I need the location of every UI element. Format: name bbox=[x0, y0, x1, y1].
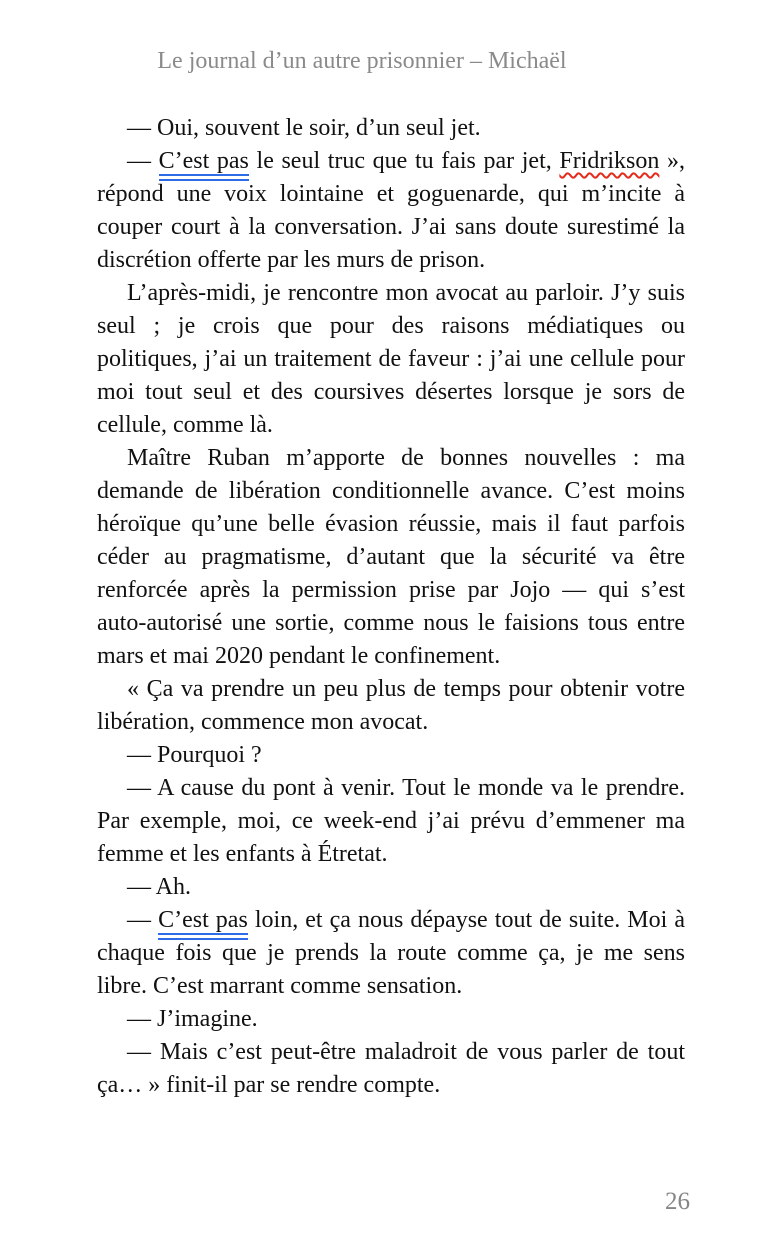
grammar-suggestion-underline[interactable]: C’est pas bbox=[158, 907, 248, 940]
text-segment: « Ça va prendre un peu plus de temps pour obtenir votre libération, commence mon avocat. bbox=[97, 676, 685, 735]
text-segment: — bbox=[127, 148, 159, 174]
text-segment: L’après-midi, je rencontre mon avocat au parloir. J’y suis seul ; je crois que pour des raisons médiatiques ou politiques, j’ai un traitement de faveur : j’ai une cellule pour moi tout seul et des coursives désertes lorsque je sors de cellule, comme là. bbox=[97, 280, 685, 438]
paragraph[interactable] bbox=[97, 871, 685, 904]
text-segment: — Ah. bbox=[127, 874, 192, 900]
paragraph[interactable] bbox=[97, 442, 685, 673]
paragraph[interactable] bbox=[97, 739, 685, 772]
document-body[interactable] bbox=[97, 112, 685, 1102]
paragraph[interactable] bbox=[97, 277, 685, 442]
spelling-error-underline[interactable]: Fridrikson bbox=[559, 148, 660, 174]
text-segment: loin, et ça nous dépayse tout de suite. Moi à chaque fois que je prends la route comme ça, je me sens libre. C’est marrant comme sensation. bbox=[97, 907, 686, 999]
text-segment: — Mais c’est peut-être maladroit de vous parler de tout ça… » finit-il par se rendre compte. bbox=[97, 1039, 685, 1098]
text-segment: », répond une voix lointaine et goguenarde, qui m’incite à couper court à la conversation. J’ai sans doute surestimé la discrétion offerte par les murs de prison. bbox=[97, 148, 686, 273]
text-segment: — A cause du pont à venir. Tout le monde va le prendre. Par exemple, moi, ce week-end j’ai prévu d’emmener ma femme et les enfants à Étretat. bbox=[97, 775, 685, 867]
paragraph[interactable] bbox=[97, 904, 685, 1003]
text-segment: — J’imagine. bbox=[127, 1006, 258, 1032]
paragraph[interactable] bbox=[97, 772, 685, 871]
paragraph[interactable] bbox=[97, 1003, 685, 1036]
grammar-suggestion-underline[interactable]: C’est pas bbox=[159, 148, 249, 181]
paragraph[interactable] bbox=[97, 145, 685, 277]
text-segment: — bbox=[127, 907, 159, 933]
page-number: 26 bbox=[665, 1188, 690, 1215]
paragraph[interactable] bbox=[97, 673, 685, 739]
text-segment: — Oui, souvent le soir, d’un seul jet. bbox=[127, 115, 481, 141]
paragraph[interactable] bbox=[97, 112, 685, 145]
running-header: Le journal d’un autre prisonnier – Michaël bbox=[157, 48, 567, 74]
text-segment: le seul truc que tu fais par jet, bbox=[248, 148, 560, 174]
text-segment: Maître Ruban m’apporte de bonnes nouvelles : ma demande de libération conditionnelle avance. C’est moins héroïque qu’une belle évasion réussie, mais il faut parfois céder au pragmatisme, d’autant que la sécurité va être renforcée après la permission prise par Jojo — qui s’est auto-autorisé une sortie, comme nous le faisions tous entre mars et mai 2020 pendant le confinement. bbox=[97, 445, 685, 669]
text-segment: — Pourquoi ? bbox=[127, 742, 262, 768]
paragraph[interactable] bbox=[97, 1036, 685, 1102]
